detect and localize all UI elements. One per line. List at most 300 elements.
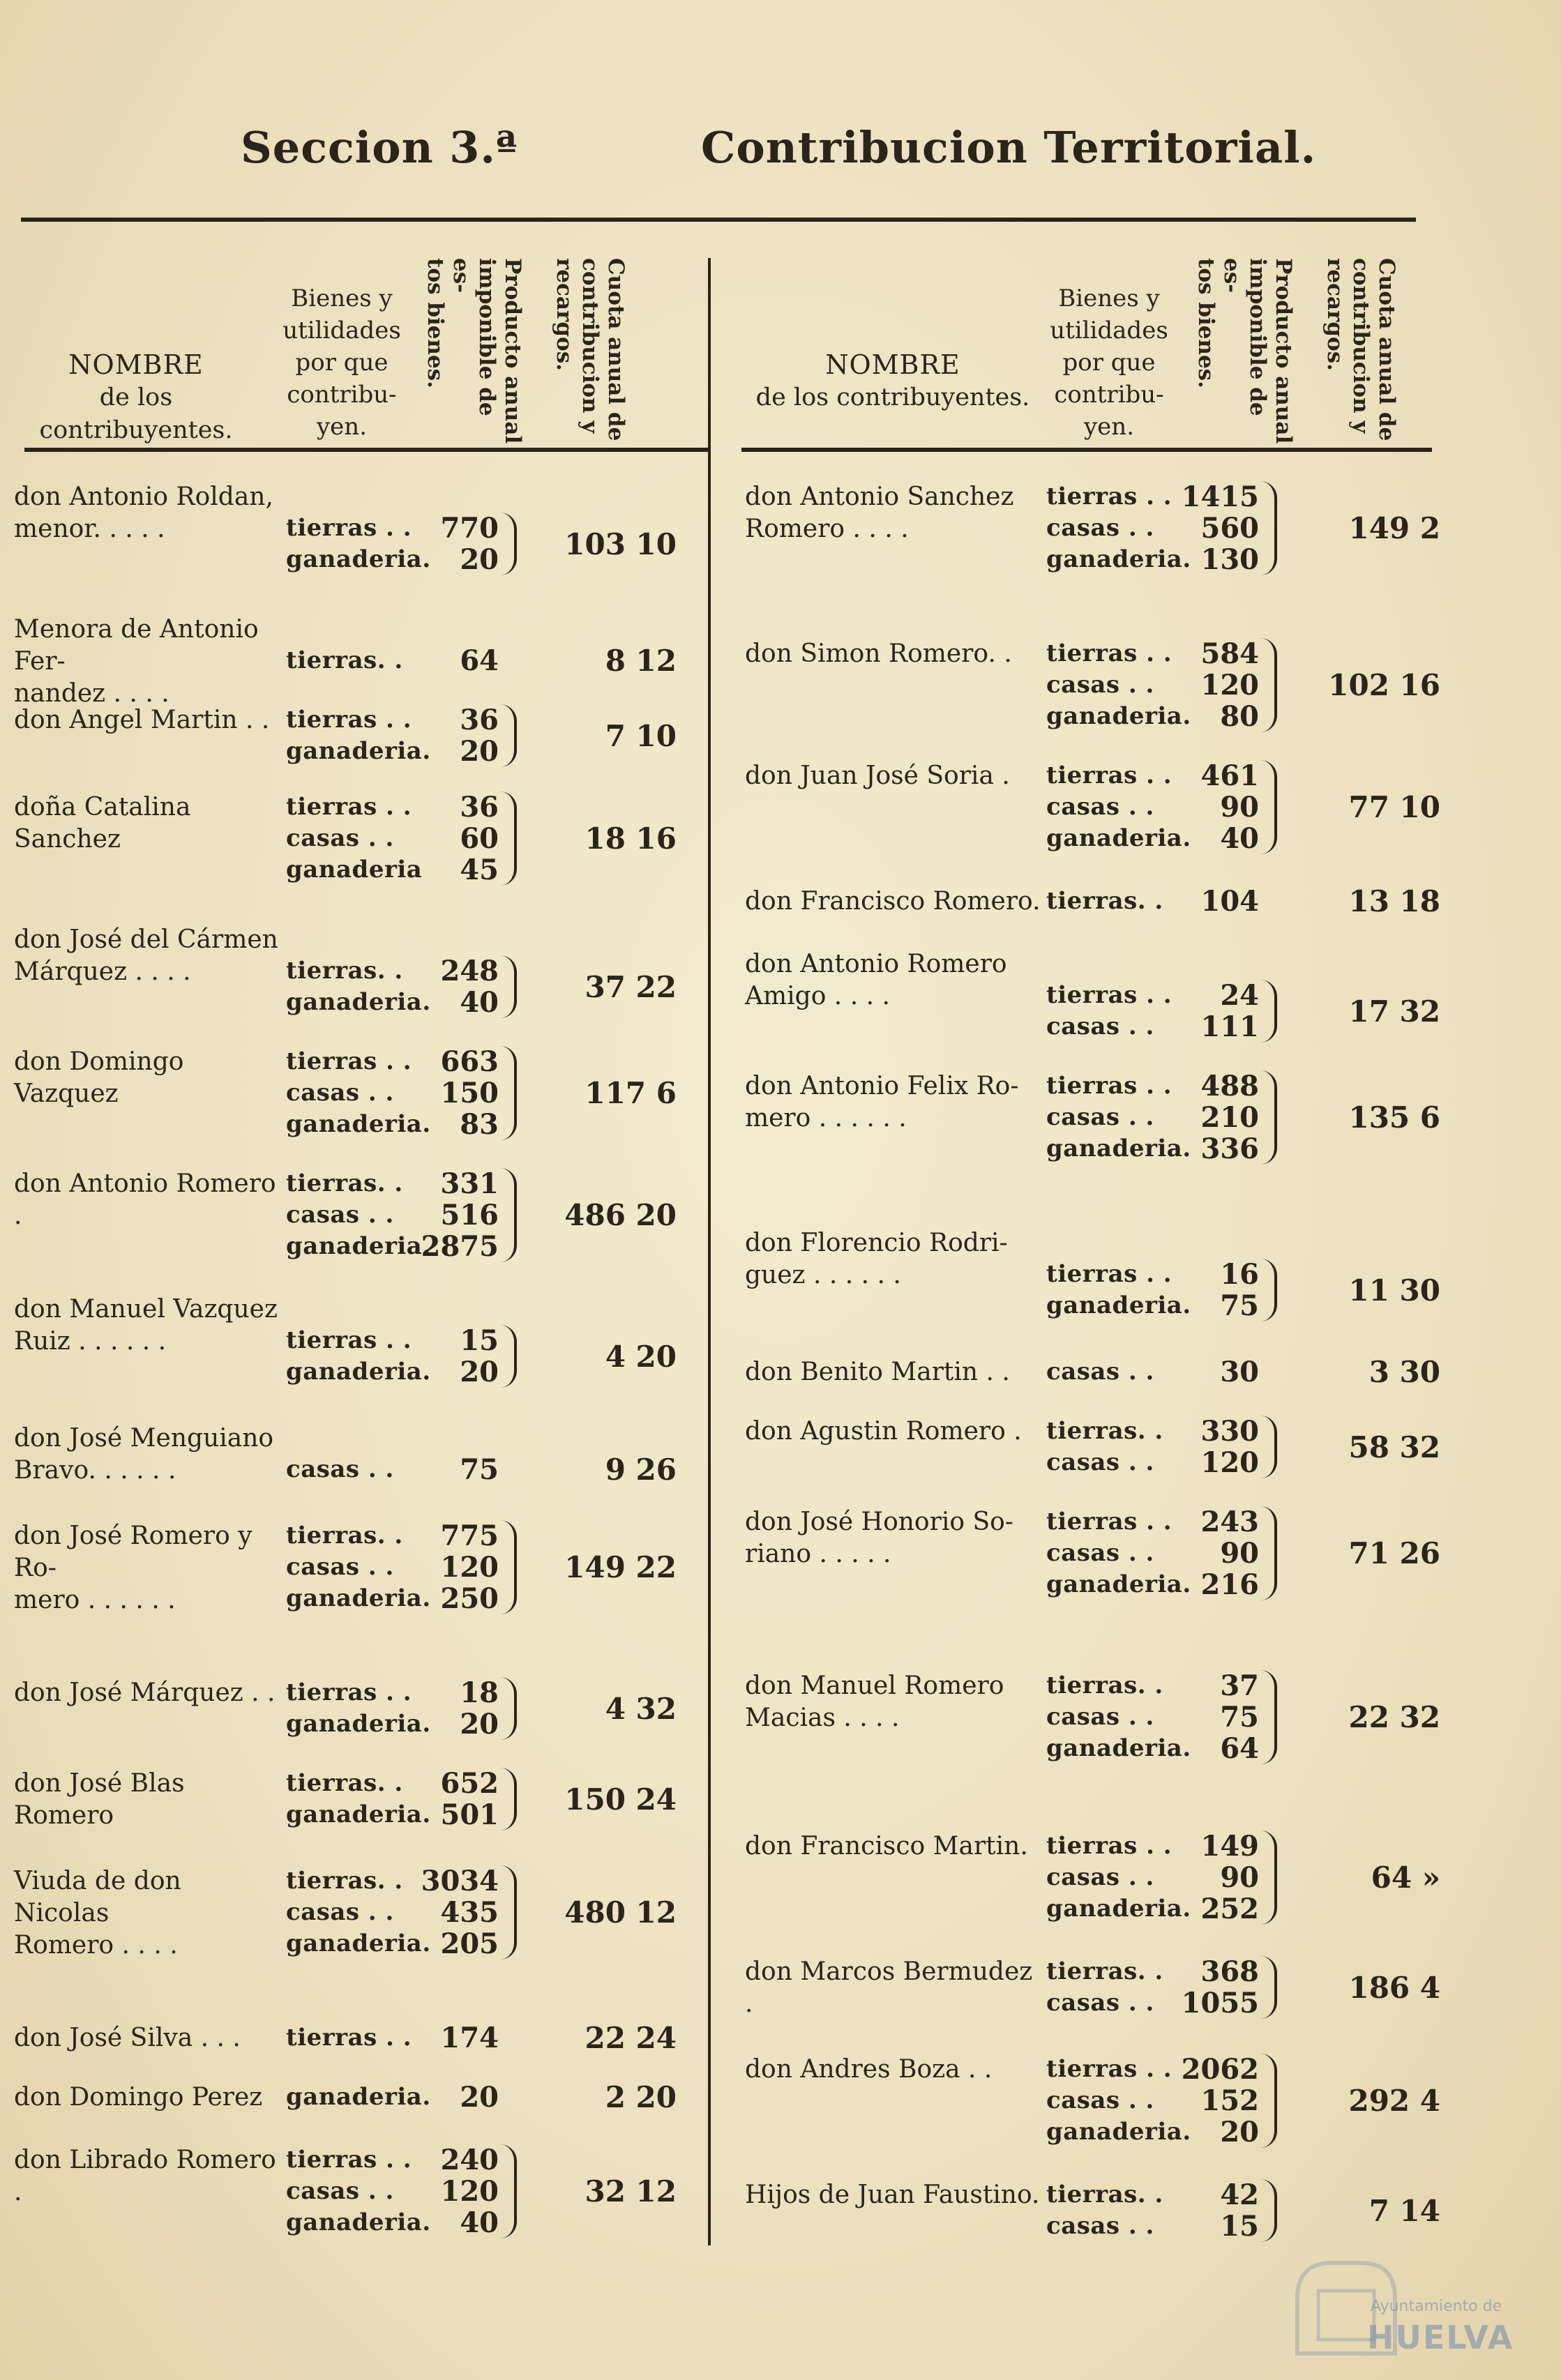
- bienes-list: [286, 1046, 499, 1140]
- cuota-value: 11 30: [1348, 1273, 1440, 1308]
- producto-value: 40: [460, 2206, 499, 2239]
- cuota-value: 22 32: [1348, 1700, 1440, 1734]
- bienes-list: [1046, 1070, 1259, 1165]
- bienes-item: [286, 1865, 499, 1897]
- producto-value: 770: [440, 512, 499, 545]
- bienes-item: [1046, 2211, 1259, 2242]
- grouping-brace: [499, 1677, 517, 1740]
- bienes-item: [1046, 2085, 1259, 2116]
- cuota-value: 292 4: [1348, 2084, 1440, 2118]
- bienes-item: [286, 1677, 499, 1708]
- bienes-list: [286, 1768, 499, 1831]
- grouping-brace: [1259, 1956, 1277, 2019]
- bienes-label: casas . .: [1046, 1013, 1154, 1040]
- bienes-label: tierras . .: [286, 514, 412, 542]
- grouping-brace: [1259, 1416, 1277, 1478]
- producto-value: 75: [1220, 1289, 1259, 1322]
- contribuyente-name: don José Menguiano Bravo. . . . . .: [14, 1424, 274, 1485]
- bienes-item: [1046, 980, 1259, 1011]
- cuota-value: 103 10: [564, 526, 677, 561]
- bienes-label: casas . .: [286, 1201, 394, 1229]
- contribuyente-name: Hijos de Juan Faustino.: [745, 2181, 1040, 2209]
- producto-value: 75: [1220, 1701, 1259, 1734]
- producto-value: 60: [460, 822, 499, 855]
- grouping-brace: [1259, 1259, 1277, 1321]
- grouping-brace: [1259, 1070, 1277, 1165]
- producto-value: 16: [1220, 1258, 1259, 1291]
- cuota-value: 17 32: [1348, 994, 1440, 1029]
- cuota-value: 32 12: [585, 2174, 677, 2208]
- bienes-item: [286, 1928, 499, 1960]
- bienes-label: tierras. .: [286, 957, 403, 985]
- bienes-label: ganaderia.: [286, 1710, 431, 1738]
- bienes-list: [286, 1520, 499, 1614]
- producto-value: 120: [440, 2175, 499, 2208]
- bienes-label: tierras . .: [286, 706, 412, 734]
- producto-value: 37: [1220, 1669, 1259, 1702]
- bienes-label: tierras. .: [1046, 2181, 1163, 2208]
- bienes-label: tierras. .: [286, 1867, 403, 1895]
- contribuyente-name: don Manuel Vazquez Ruiz . . . . . .: [14, 1295, 278, 1356]
- header-nombre-sub: de los contribuyentes.: [755, 384, 1030, 411]
- producto-value: 174: [440, 2022, 499, 2054]
- bienes-item: [1046, 1701, 1259, 1733]
- producto-value: 3034: [421, 1865, 499, 1897]
- bienes-label: ganaderia: [286, 856, 423, 884]
- bienes-item: [286, 2144, 499, 2176]
- producto-value: 120: [440, 1551, 499, 1584]
- producto-value: 75: [460, 1453, 499, 1486]
- bienes-label: casas . .: [1046, 2086, 1154, 2114]
- bienes-label: casas . .: [1046, 1448, 1154, 1476]
- producto-value: 336: [1200, 1132, 1259, 1165]
- producto-value: 104: [1200, 885, 1259, 918]
- bienes-label: ganaderia.: [1046, 2118, 1191, 2146]
- bienes-item: [1046, 760, 1259, 791]
- contribuyente-name: don Juan José Soria .: [745, 761, 1010, 790]
- producto-value: 652: [440, 1767, 499, 1800]
- producto-value: 36: [460, 704, 499, 736]
- producto-value: 18: [460, 1676, 499, 1709]
- cuota-value: 13 18: [1348, 884, 1440, 918]
- producto-value: 368: [1200, 1955, 1259, 1988]
- bienes-item: [1046, 886, 1259, 917]
- cuota-value: 64 »: [1371, 1860, 1440, 1895]
- producto-value: 20: [460, 1708, 499, 1741]
- header-bienes-left: Bienes y utilidades por que contribu- yen.: [282, 285, 401, 441]
- bienes-list: [286, 1865, 499, 1960]
- cuota-value: 480 12: [564, 1895, 677, 1930]
- header-rule-right: [741, 448, 1432, 452]
- bienes-list: [1046, 760, 1259, 854]
- bienes-label: ganaderia.: [1046, 1291, 1191, 1319]
- producto-value: 20: [460, 1356, 499, 1388]
- contribuyente-name: don Benito Martin . .: [745, 1358, 1010, 1386]
- bienes-list: [286, 1454, 499, 1485]
- bienes-item: [286, 1768, 499, 1799]
- cuota-value: 149 22: [564, 1550, 677, 1584]
- producto-value: 248: [440, 955, 499, 987]
- cuota-value: 102 16: [1328, 668, 1440, 702]
- bienes-list: [286, 791, 499, 886]
- contribuyente-name: don Agustin Romero .: [745, 1417, 1022, 1446]
- grouping-brace: [1259, 481, 1277, 575]
- contribuyente-name: don José del Cármen Márquez . . . .: [14, 925, 278, 986]
- bienes-list: [1046, 638, 1259, 732]
- producto-value: 64: [460, 644, 499, 677]
- producto-value: 80: [1220, 700, 1259, 733]
- header-nombre-left: [10, 349, 262, 447]
- producto-value: 45: [460, 854, 499, 886]
- bienes-item: [286, 2082, 499, 2113]
- bienes-label: ganaderia.: [286, 1584, 431, 1612]
- bienes-item: [286, 987, 499, 1018]
- grouping-brace: [1259, 1670, 1277, 1764]
- grouping-brace: [499, 1325, 517, 1388]
- bienes-list: [1046, 1831, 1259, 1925]
- bienes-item: [1046, 1070, 1259, 1102]
- bienes-list: [286, 2144, 499, 2238]
- bienes-label: ganaderia.: [1046, 1135, 1191, 1162]
- producto-value: 775: [440, 1519, 499, 1552]
- producto-value: 90: [1220, 1537, 1259, 1570]
- bienes-item: [286, 1109, 499, 1140]
- bienes-item: [1046, 513, 1259, 544]
- bienes-label: tierras . .: [1046, 1832, 1172, 1860]
- cuota-value: 4 20: [605, 1339, 677, 1374]
- cuota-value: 135 6: [1348, 1100, 1440, 1135]
- producto-value: 435: [440, 1896, 499, 1929]
- bienes-list: [1046, 980, 1259, 1043]
- bienes-list: [286, 513, 499, 575]
- contribuyente-name: don Antonio Sanchez Romero . . . .: [745, 483, 1014, 543]
- bienes-item: [1046, 2054, 1259, 2085]
- bienes-item: [286, 704, 499, 736]
- top-rule: [21, 218, 1416, 222]
- bienes-label: tierras. .: [286, 1769, 403, 1797]
- contribuyente-name: Viuda de don Nicolas Romero . . . .: [14, 1867, 181, 1960]
- bienes-item: [286, 1199, 499, 1231]
- bienes-list: [1046, 1956, 1259, 2019]
- column-divider: [708, 258, 711, 2245]
- header-nombre-right: [746, 349, 1039, 414]
- contribuyente-name: don Marcos Bermudez .: [745, 1957, 1033, 2018]
- contribuyente-name: don Antonio Romero .: [14, 1169, 276, 1230]
- bienes-label: tierras . .: [286, 1678, 412, 1706]
- grouping-brace: [1259, 2054, 1277, 2148]
- producto-value: 90: [1220, 1861, 1259, 1894]
- bienes-label: tierras . .: [1046, 1260, 1172, 1288]
- bienes-label: ganaderia.: [1046, 702, 1191, 730]
- bienes-label: casas . .: [1046, 1539, 1154, 1567]
- producto-value: 240: [440, 2144, 499, 2176]
- grouping-brace: [1259, 1506, 1277, 1600]
- cuota-value: 2 20: [605, 2080, 677, 2114]
- bienes-item: [1046, 823, 1259, 854]
- cuota-value: 4 32: [605, 1691, 677, 1726]
- grouping-brace: [499, 1046, 517, 1140]
- bienes-label: ganaderia.: [1046, 824, 1191, 852]
- bienes-label: casas . .: [286, 1455, 394, 1483]
- bienes-label: ganaderia.: [286, 988, 431, 1016]
- bienes-item: [1046, 1733, 1259, 1764]
- bienes-item: [1046, 1356, 1259, 1388]
- contribuyente-name: don Domingo Perez: [14, 2083, 263, 2112]
- bienes-item: [1046, 1290, 1259, 1321]
- cuota-value: 22 24: [585, 2021, 677, 2055]
- grouping-brace: [1259, 2179, 1277, 2242]
- producto-value: 501: [440, 1798, 499, 1831]
- producto-value: 1415: [1181, 480, 1259, 513]
- bienes-item: [286, 645, 499, 676]
- bienes-list: [286, 645, 499, 676]
- cuota-value: 486 20: [564, 1198, 677, 1232]
- bienes-label: ganaderia.: [286, 737, 431, 765]
- producto-value: 90: [1220, 791, 1259, 824]
- bienes-list: [286, 1325, 499, 1388]
- bienes-item: [1046, 1416, 1259, 1447]
- bienes-label: casas . .: [1046, 1989, 1154, 2017]
- bienes-item: [1046, 1569, 1259, 1600]
- bienes-item: [286, 1799, 499, 1831]
- bienes-item: [1046, 544, 1259, 575]
- bienes-label: tierras . .: [1046, 639, 1172, 667]
- contribuyente-name: don José Silva . . .: [14, 2024, 241, 2052]
- bienes-item: [286, 1708, 499, 1740]
- bienes-label: ganaderia.: [1046, 1570, 1191, 1598]
- producto-value: 560: [1200, 512, 1259, 545]
- page-title: Contribucion Territorial.: [701, 122, 1317, 173]
- producto-value: 111: [1200, 1010, 1259, 1043]
- producto-value: 20: [460, 2081, 499, 2114]
- bienes-item: [1046, 1133, 1259, 1165]
- contribuyente-name: don José Márquez . .: [14, 1678, 276, 1707]
- producto-value: 120: [1200, 669, 1259, 702]
- bienes-list: [1046, 1670, 1259, 1764]
- contribuyente-name: don Angel Martin . .: [14, 706, 270, 734]
- bienes-item: [286, 955, 499, 987]
- grouping-brace: [1259, 638, 1277, 732]
- bienes-list: [286, 1677, 499, 1740]
- header-nombre-label: NOMBRE: [68, 349, 204, 380]
- cuota-value: 71 26: [1348, 1536, 1440, 1570]
- bienes-label: tierras. .: [286, 1522, 403, 1549]
- grouping-brace: [499, 791, 517, 886]
- bienes-item: [1046, 1831, 1259, 1862]
- bienes-item: [286, 791, 499, 823]
- bienes-item: [1046, 2179, 1259, 2211]
- header-bienes-right: Bienes y utilidades por que contribu- yen.: [1050, 285, 1168, 441]
- bienes-label: tierras . .: [286, 2146, 412, 2174]
- bienes-item: [286, 1077, 499, 1109]
- bienes-label: tierras. .: [1046, 1417, 1163, 1445]
- grouping-brace: [499, 513, 517, 575]
- cuota-value: 7 10: [605, 718, 677, 753]
- cuota-value: 77 10: [1348, 790, 1440, 824]
- grouping-brace: [499, 2144, 517, 2238]
- bienes-item: [1046, 1956, 1259, 1987]
- contribuyente-name: don José Romero y Ro- mero . . . . . .: [14, 1522, 252, 1614]
- cuota-value: 186 4: [1348, 1970, 1440, 2005]
- producto-value: 205: [440, 1927, 499, 1960]
- bienes-label: casas . .: [1046, 1863, 1154, 1891]
- contribuyente-name: don Simon Romero. .: [745, 639, 1012, 668]
- bienes-label: tierras. .: [1046, 1672, 1163, 1699]
- grouping-brace: [499, 1865, 517, 1960]
- grouping-brace: [1259, 980, 1277, 1043]
- section-heading: Seccion 3.ª: [241, 122, 518, 173]
- bienes-label: ganaderia.: [286, 1930, 431, 1957]
- bienes-label: casas . .: [1046, 2212, 1154, 2240]
- bienes-item: [1046, 638, 1259, 669]
- bienes-item: [1046, 1670, 1259, 1701]
- bienes-label: casas . .: [1046, 1358, 1154, 1386]
- bienes-item: [1046, 1011, 1259, 1043]
- bienes-list: [286, 704, 499, 767]
- bienes-label: ganaderia.: [286, 1110, 431, 1138]
- producto-value: 216: [1200, 1568, 1259, 1601]
- contribuyente-name: don Francisco Romero.: [745, 887, 1041, 916]
- producto-value: 15: [460, 1324, 499, 1357]
- bienes-item: [286, 544, 499, 575]
- bienes-label: ganaderia.: [286, 1358, 431, 1386]
- cuota-value: 9 26: [605, 1453, 677, 1487]
- header-rule-left: [24, 448, 709, 452]
- producto-value: 64: [1220, 1732, 1259, 1765]
- bienes-item: [286, 1231, 499, 1262]
- producto-value: 120: [1200, 1446, 1259, 1479]
- bienes-list: [1046, 2054, 1259, 2148]
- bienes-list: [286, 1168, 499, 1262]
- header-cuota-left: Cuota anual de contribucion y recargos.: [552, 258, 628, 441]
- producto-value: 20: [460, 543, 499, 576]
- grouping-brace: [1259, 760, 1277, 854]
- producto-value: 2875: [421, 1230, 499, 1263]
- bienes-item: [1046, 1538, 1259, 1569]
- bienes-item: [286, 1356, 499, 1388]
- grouping-brace: [499, 1768, 517, 1831]
- cuota-value: 8 12: [605, 644, 677, 678]
- contribuyente-name: don Andres Boza . .: [745, 2055, 993, 2084]
- bienes-item: [286, 1520, 499, 1552]
- bienes-item: [286, 1325, 499, 1356]
- grouping-brace: [499, 1168, 517, 1262]
- bienes-label: tierras . .: [286, 793, 412, 821]
- grouping-brace: [499, 955, 517, 1018]
- cuota-value: 18 16: [585, 821, 677, 856]
- bienes-item: [286, 854, 499, 886]
- bienes-label: casas . .: [1046, 1103, 1154, 1131]
- producto-value: 40: [460, 986, 499, 1019]
- producto-value: 20: [460, 735, 499, 768]
- bienes-list: [1046, 2179, 1259, 2242]
- bienes-label: casas . .: [1046, 1703, 1154, 1731]
- contribuyente-name: don Francisco Martin.: [745, 1832, 1028, 1860]
- bienes-item: [1046, 2116, 1259, 2148]
- producto-value: 250: [440, 1582, 499, 1615]
- bienes-item: [286, 1897, 499, 1928]
- bienes-list: [286, 955, 499, 1018]
- bienes-list: [1046, 1506, 1259, 1600]
- bienes-item: [286, 2176, 499, 2207]
- bienes-label: casas . .: [286, 1079, 394, 1107]
- producto-value: 30: [1220, 1356, 1259, 1388]
- header-nombre-label: NOMBRE: [825, 349, 960, 380]
- cuota-value: 7 14: [1368, 2193, 1440, 2228]
- contribuyente-name: doña Catalina Sanchez: [14, 793, 191, 854]
- contribuyente-name: don Manuel Romero Macias . . . .: [745, 1672, 1004, 1732]
- bienes-label: ganaderia.: [1046, 1734, 1191, 1762]
- bienes-item: [286, 1583, 499, 1614]
- header-cuota-right: Cuota anual de contribucion y recargos.: [1322, 258, 1399, 441]
- cuota-value: 150 24: [564, 1782, 677, 1817]
- bienes-item: [286, 1552, 499, 1583]
- bienes-item: [1046, 1102, 1259, 1133]
- bienes-label: tierras . .: [1046, 2055, 1172, 2083]
- bienes-label: casas . .: [1046, 514, 1154, 542]
- cuota-value: 149 2: [1348, 511, 1440, 545]
- bienes-list: [1046, 481, 1259, 575]
- bienes-label: tierras . .: [1046, 1508, 1172, 1536]
- bienes-label: tierras. .: [1046, 1957, 1163, 1985]
- bienes-item: [1046, 669, 1259, 701]
- header-producto-right: Producto anual imponible de es- tos bienes.: [1193, 258, 1296, 444]
- producto-value: 461: [1200, 759, 1259, 792]
- bienes-label: casas . .: [286, 824, 394, 852]
- bienes-list: [286, 2022, 499, 2054]
- producto-value: 40: [1220, 822, 1259, 855]
- bienes-label: casas . .: [286, 1898, 394, 1926]
- bienes-label: casas . .: [286, 2177, 394, 2205]
- cuota-value: 37 22: [585, 969, 677, 1004]
- contribuyente-name: don José Blas Romero: [14, 1769, 185, 1830]
- bienes-label: casas . .: [1046, 671, 1154, 699]
- bienes-label: ganaderia.: [286, 2208, 431, 2236]
- bienes-item: [286, 1168, 499, 1199]
- contribuyente-name: don Antonio Romero Amigo . . . .: [745, 950, 1007, 1010]
- bienes-label: tierras . .: [1046, 981, 1172, 1009]
- cuota-value: 3 30: [1368, 1355, 1440, 1389]
- producto-value: 130: [1200, 543, 1259, 576]
- bienes-label: tierras . .: [1046, 1072, 1172, 1100]
- producto-value: 150: [440, 1077, 499, 1109]
- producto-value: 584: [1200, 637, 1259, 670]
- bienes-label: tierras . .: [286, 1326, 412, 1354]
- bienes-label: tierras . .: [1046, 483, 1172, 510]
- bienes-item: [1046, 481, 1259, 513]
- bienes-label: tierras. .: [286, 646, 403, 674]
- bienes-item: [1046, 701, 1259, 732]
- producto-value: 243: [1200, 1506, 1259, 1538]
- bienes-item: [1046, 1987, 1259, 2019]
- bienes-item: [1046, 1893, 1259, 1925]
- producto-value: 24: [1220, 979, 1259, 1012]
- bienes-item: [286, 513, 499, 544]
- producto-value: 36: [460, 791, 499, 824]
- bienes-item: [1046, 1506, 1259, 1538]
- bienes-label: ganaderia.: [286, 2083, 431, 2111]
- producto-value: 331: [440, 1167, 499, 1200]
- bienes-label: tierras . .: [286, 1047, 412, 1075]
- contribuyente-name: don José Honorio So- riano . . . . .: [745, 1508, 1013, 1568]
- bienes-label: ganaderia.: [1046, 545, 1191, 573]
- bienes-label: casas . .: [286, 1553, 394, 1581]
- producto-value: 152: [1200, 2084, 1259, 2117]
- bienes-label: casas . .: [1046, 793, 1154, 821]
- producto-value: 210: [1200, 1101, 1259, 1134]
- producto-value: 252: [1200, 1893, 1259, 1925]
- bienes-list: [286, 2082, 499, 2113]
